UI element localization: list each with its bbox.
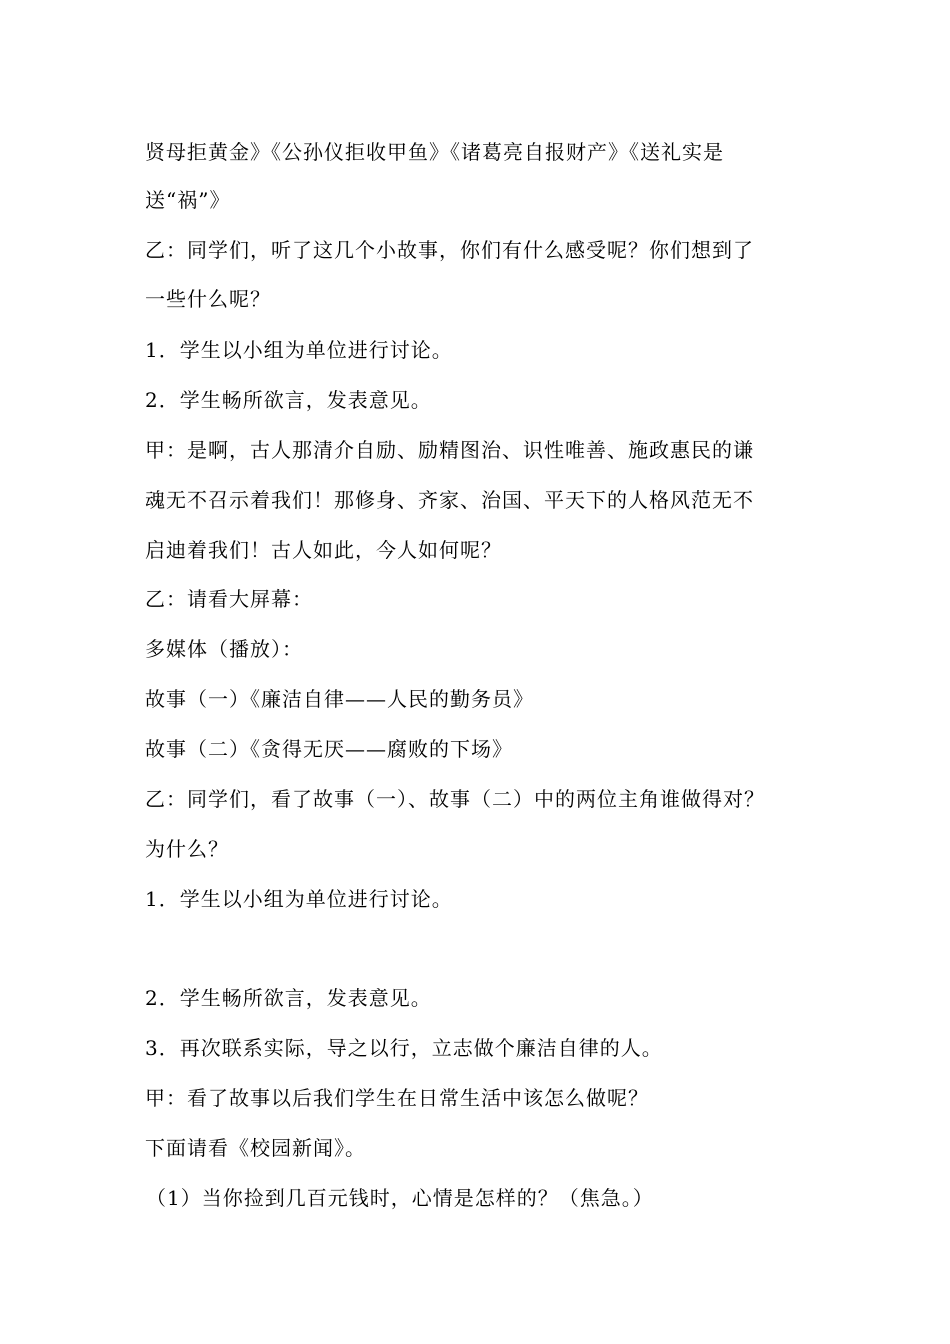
story-title: 故事（一）《廉洁自律——人民的勤务员》 bbox=[145, 687, 534, 711]
list-item: 1．学生以小组为单位进行讨论。 bbox=[145, 887, 453, 911]
list-item: 3．再次联系实际，导之以行，立志做个廉洁自律的人。 bbox=[145, 1036, 663, 1060]
text-line: 一些什么呢？ bbox=[145, 287, 271, 311]
text-line: 甲：是啊，古人那清介自励、励精图治、识性唯善、施政惠民的谦 bbox=[145, 438, 754, 462]
list-item: 1．学生以小组为单位进行讨论。 bbox=[145, 338, 453, 362]
text-line: 下面请看《校园新闻》。 bbox=[145, 1136, 366, 1160]
list-item: （1）当你捡到几百元钱时，心情是怎样的？（焦急。） bbox=[146, 1186, 654, 1210]
text-line: 甲：看了故事以后我们学生在日常生活中该怎么做呢？ bbox=[145, 1086, 649, 1110]
text-line: 贤母拒黄金》《公孙仪拒收甲鱼》《诸葛亮自报财产》《送礼实是 bbox=[145, 140, 724, 164]
list-item: 2．学生畅所欲言，发表意见。 bbox=[145, 986, 432, 1010]
text-line: 乙：同学们，看了故事（一）、故事（二）中的两位主角谁做得对？ bbox=[145, 787, 765, 811]
text-line: 多媒体（播放）： bbox=[145, 637, 303, 661]
text-line: 启迪着我们！古人如此，今人如何呢？ bbox=[145, 538, 502, 562]
text-line: 魂无不召示着我们！那修身、齐家、治国、平天下的人格风范无不 bbox=[145, 488, 754, 512]
story-title: 故事（二）《贪得无厌——腐败的下场》 bbox=[145, 737, 513, 761]
text-line: 送“祸”》 bbox=[145, 188, 231, 212]
text-line: 为什么？ bbox=[145, 837, 229, 861]
text-line: 乙：同学们，听了这几个小故事，你们有什么感受呢？你们想到了 bbox=[145, 238, 754, 262]
list-item: 2．学生畅所欲言，发表意见。 bbox=[145, 388, 432, 412]
text-line: 乙：请看大屏幕： bbox=[145, 587, 313, 611]
